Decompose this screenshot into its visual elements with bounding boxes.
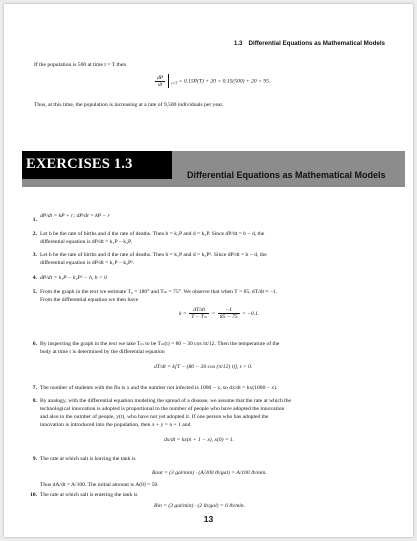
exercise-8-line-2: technological innovation is adopted is proportional to the number of people who have adopted the innovation xyxy=(40,406,285,412)
exercise-7-number: 7. xyxy=(32,385,37,391)
exercise-10-equation: Rin = (3 gal/min) · (2 lb/gal) = 6 lb/min. xyxy=(154,503,245,509)
intro-line-1: If the population is 500 at time t = T then xyxy=(34,62,127,68)
exercise-2-line-1: Let b be the rate of births and d the rate of deaths. Then b = k₁P and d = k₂P. Since dP/dt = b − d, the xyxy=(40,231,265,237)
exercise-3-number: 3. xyxy=(32,252,37,258)
fraction-dT-dt: $\frac{dT/dt}{\text{T − Tₘ}}$ xyxy=(191,307,208,320)
exercise-1-number: 1. xyxy=(32,217,37,223)
exercise-5-line-2: From the differential equation we then have xyxy=(40,297,139,303)
exercise-9-line-1: The rate at which salt is leaving the tank is xyxy=(40,456,136,462)
exercise-6-equation: dT/dt = k[T − (80 − 30 cos (π/12) t)], t > 0. xyxy=(154,364,253,370)
exercise-8-line-1: By analogy, with the differential equation modeling the spread of a disease, we assume that the rate at which the xyxy=(40,398,292,404)
exercise-4-text: dP/dt = k₁P − k₂P² − h, h > 0 xyxy=(40,275,107,281)
textbook-page xyxy=(4,4,413,537)
exercise-10-number: 10. xyxy=(30,492,37,498)
exercise-9-number: 9. xyxy=(32,456,37,462)
exercise-8-number: 8. xyxy=(32,398,37,404)
exercise-6-number: 6. xyxy=(32,341,37,347)
intro-equation xyxy=(154,74,270,88)
exercises-title: EXERCISES 1.3 xyxy=(26,156,133,172)
evaluation-point: t=T xyxy=(171,80,178,86)
evaluation-bar xyxy=(168,74,169,88)
exercise-1-text: dP/dt = kP + r; dP/dt = kP − r xyxy=(40,213,110,219)
exercise-2-number: 2. xyxy=(32,231,37,237)
exercise-5-equation: k = $\frac{dT/dt}{\text{T − Tₘ}}$ = $\frac{-1}{85 - 75}$ = −0.1. xyxy=(179,307,260,320)
exercise-5-line-1: From the graph in the text we estimate T₀ = 180° and Tₘ = 75°. We observe that when T = 85, dT/dt ≈ −1. xyxy=(40,289,278,295)
intro-line-2: Thus, at this time, the population is increasing at a rate of 9,500 individuals per year. xyxy=(34,102,224,108)
exercise-3-line-1: Let b be the rate of births and d the rate of deaths. Then b = k₁P and d = k₂P². Since dP/dt = b − d, the xyxy=(40,252,267,258)
exercises-subtitle: Differential Equations as Mathematical Models xyxy=(187,170,386,180)
exercises-banner xyxy=(4,151,413,197)
exercise-5-number: 5. xyxy=(32,289,37,295)
exercise-2-line-2: differential equation is dP/dt = k₁P − k₂P. xyxy=(40,239,132,245)
exercise-3-line-2: differential equation is dP/dt = k₁P − k₂P². xyxy=(40,260,135,266)
running-header xyxy=(234,40,385,47)
intro-derivative: $\frac{dP}{dt}$ xyxy=(157,74,164,88)
exercise-9-line-2: Thus dA/dt = A/100. The initial amount is A(0) = 50. xyxy=(40,482,159,488)
page-number: 13 xyxy=(203,514,214,524)
exercise-8-line-4: innovation is introduced into the population, then x + y = n + 1 and xyxy=(40,422,191,428)
exercise-8-equation: dx/dt = kx(n + 1 − x), x(0) = 1. xyxy=(164,437,235,443)
header-section-title: Differential Equations as Mathematical Models xyxy=(248,40,385,47)
fraction-minus-one: $\frac{-1}{85 - 75}$ xyxy=(219,307,238,320)
exercise-9-equation: Rout = (3 gal/min) · (A/300 lb/gal) = A/100 lb/min. xyxy=(152,470,267,476)
exercise-7-text: The number of students with the flu is x and the number not infected is 1000 − x, so dx/dt = kx(1000 − x). xyxy=(40,385,278,391)
intro-equation-rhs: = 0.15P(T) + 20 = 0.15(500) + 20 = 95. xyxy=(178,78,271,85)
exercise-10-line-1: The rate at which salt is entering the tank is xyxy=(40,492,138,498)
exercise-6-line-1: By inspecting the graph in the text we take Tₘ to be Tₘ(t) = 80 − 30 cos πt/12. Then the temperature of the xyxy=(40,341,280,347)
exercise-8-line-3: and also to the number of people, y(t), who have not yet adopted it. If one person who has adopted the xyxy=(40,414,269,420)
exercise-6-line-2: body at time t is determined by the differential equation xyxy=(40,349,165,355)
header-section-number: 1.3 xyxy=(233,40,243,47)
exercise-4-number: 4. xyxy=(32,275,37,281)
